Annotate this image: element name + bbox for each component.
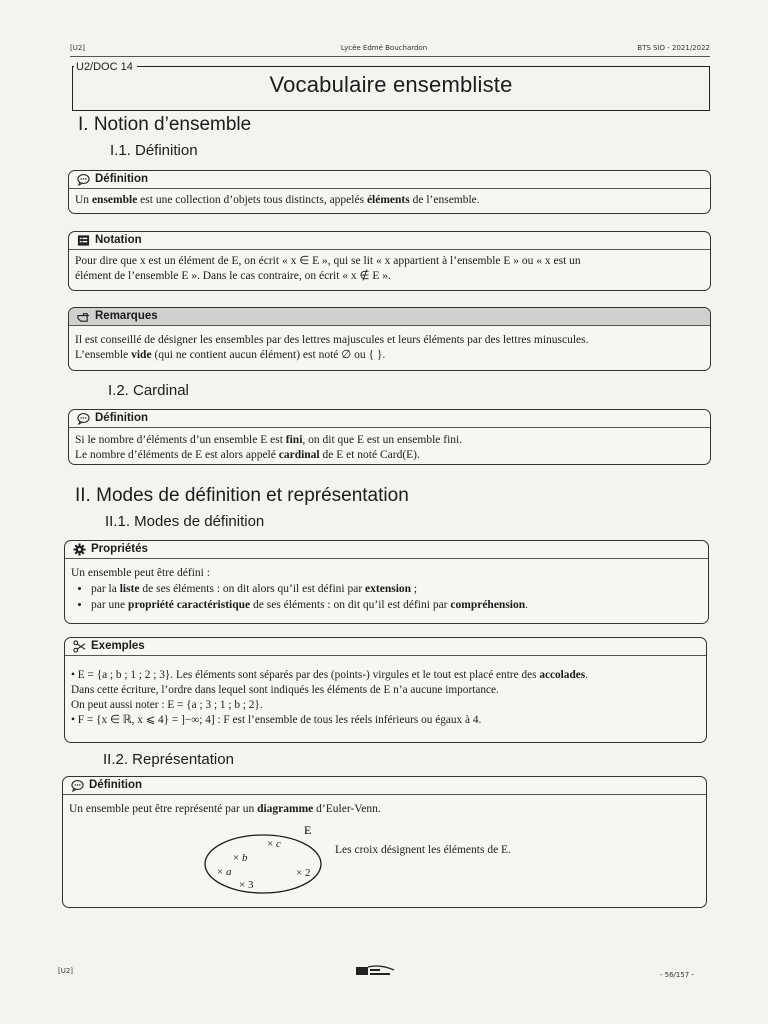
notation-list-icon [77, 234, 90, 247]
section-2-heading: II. Modes de définition et représentation [75, 485, 409, 506]
exemples-box [64, 637, 707, 743]
definition-text: Un ensemble est une collection d’objets tous distincts, appelés éléments de l’ensemble. [75, 194, 480, 206]
cardinal-line-1: Si le nombre d’éléments d’un ensemble E est fini, on dit que E est un ensemble fini. [75, 434, 463, 446]
exemples-line-4: • F = {x ∈ ℝ, x ⩽ 4} = ]−∞; 4] : F est l’ensemble de tous les réels inférieurs ou égaux à 4. [71, 714, 482, 726]
exemples-line-3: On peut aussi noter : E = {a ; 3 ; 1 ; b ; 2}. [71, 699, 263, 711]
definition-title-text: Définition [95, 173, 149, 185]
element-3: × 3 [239, 879, 254, 891]
term-vide: vide [131, 349, 152, 361]
definition-title-text: Définition [95, 412, 149, 424]
list-item: • par la liste de ses éléments : on dit alors qu’il est défini par extension ; [91, 582, 700, 597]
pointing-hand-icon [77, 310, 90, 323]
set-e-label: E [304, 823, 312, 837]
remarques-title-text: Remarques [95, 310, 158, 322]
diagram-caption: Les croix désignent les éléments de E. [335, 844, 511, 856]
section-1-2-heading: I.2. Cardinal [108, 382, 189, 399]
remarques-box [68, 307, 711, 371]
element-b: × b [233, 852, 248, 864]
definition-box-title [69, 410, 710, 428]
cardinal-text [75, 433, 702, 463]
speech-bubble-icon [71, 779, 84, 792]
exemples-line-2: Dans cette écriture, l’ordre dans lequel sont indiqués les éléments de E n’a aucune importance. [71, 684, 499, 696]
definition-title-text: Définition [89, 779, 143, 791]
term-accolades: accolades [539, 669, 586, 681]
notation-box [68, 231, 711, 291]
euler-venn-diagram [201, 821, 391, 897]
exemples-text [71, 668, 698, 728]
section-1-1-heading: I.1. Définition [110, 142, 198, 159]
footer-left: [U2] [58, 967, 74, 975]
header-left: [U2] [70, 44, 86, 52]
section-2-2-heading: II.2. Représentation [103, 751, 234, 768]
proprietes-intro: Un ensemble peut être défini : [71, 567, 210, 579]
section-2-1-heading: II.1. Modes de définition [105, 513, 265, 530]
element-c: × c [267, 838, 281, 850]
notation-box-title [69, 232, 710, 250]
term-diagramme: diagramme [257, 803, 314, 815]
proprietes-list [71, 582, 700, 613]
notation-line-2: élément de l’ensemble E ». Dans le cas contraire, on écrit « x ∉ E ». [75, 270, 391, 282]
definition-box-title [69, 171, 710, 189]
exemples-line-1: • E = {a ; b ; 1 ; 2 ; 3}. Les éléments sont séparés par des (points-) virgules et le tout est placé entre des accolades. [71, 669, 588, 681]
definition-box-title [63, 777, 706, 795]
element-a: × a [217, 866, 232, 878]
speech-bubble-icon [77, 412, 90, 425]
remarques-text [75, 333, 702, 363]
definition-box-ensemble [68, 170, 711, 214]
scissors-icon [73, 640, 86, 653]
definition-box-representation [62, 776, 707, 908]
proprietes-box [64, 540, 709, 624]
notation-text [75, 254, 702, 284]
proprietes-title-text: Propriétés [91, 543, 148, 555]
remarques-line-2: L’ensemble vide (qui ne contient aucun élément) est noté ∅ ou { }. [75, 349, 386, 361]
proprietes-text [71, 566, 700, 614]
gear-icon [73, 543, 86, 556]
header-right: BTS SIO - 2021/2022 [637, 44, 710, 52]
notation-line-1: Pour dire que x est un élément de E, on écrit « x ∈ E », qui se lit « x appartient à l’ensemble E » ou « x est un [75, 255, 581, 267]
set-e-ellipse [205, 835, 321, 893]
definition-box-cardinal [68, 409, 711, 465]
proprietes-box-title [65, 541, 708, 559]
cardinal-line-2: Le nombre d’éléments de E est alors appelé cardinal de E et noté Card(E). [75, 449, 420, 461]
speech-bubble-icon [77, 173, 90, 186]
exemples-box-title [65, 638, 706, 656]
exemples-title-text: Exemples [91, 640, 145, 652]
term-elements: éléments [366, 194, 410, 206]
header-center: Lycée Edmé Bouchardon [340, 44, 428, 52]
section-1-heading: I. Notion d’ensemble [78, 114, 252, 135]
remarques-box-title [69, 308, 710, 326]
footer-page-number: - 56/157 - [659, 971, 694, 979]
term-ensemble: ensemble [91, 194, 138, 206]
term-fini: fini [285, 434, 303, 446]
term-cardinal: cardinal [278, 449, 320, 461]
header-rule [70, 56, 710, 57]
notation-title-text: Notation [95, 234, 142, 246]
doc-label: U2/DOC 14 [74, 61, 137, 73]
doc-title: Vocabulaire ensembliste [269, 72, 513, 97]
element-2: × 2 [296, 867, 311, 879]
representation-text: Un ensemble peut être représenté par un diagramme d’Euler-Venn. [69, 803, 381, 815]
list-item: • par une propriété caractéristique de ses éléments : on dit qu’il est défini par compréhension. [91, 598, 700, 613]
footer-logo-icon [356, 964, 396, 978]
remarques-line-1: Il est conseillé de désigner les ensembles par des lettres majuscules et leurs éléments par des lettres minuscules. [75, 334, 589, 346]
